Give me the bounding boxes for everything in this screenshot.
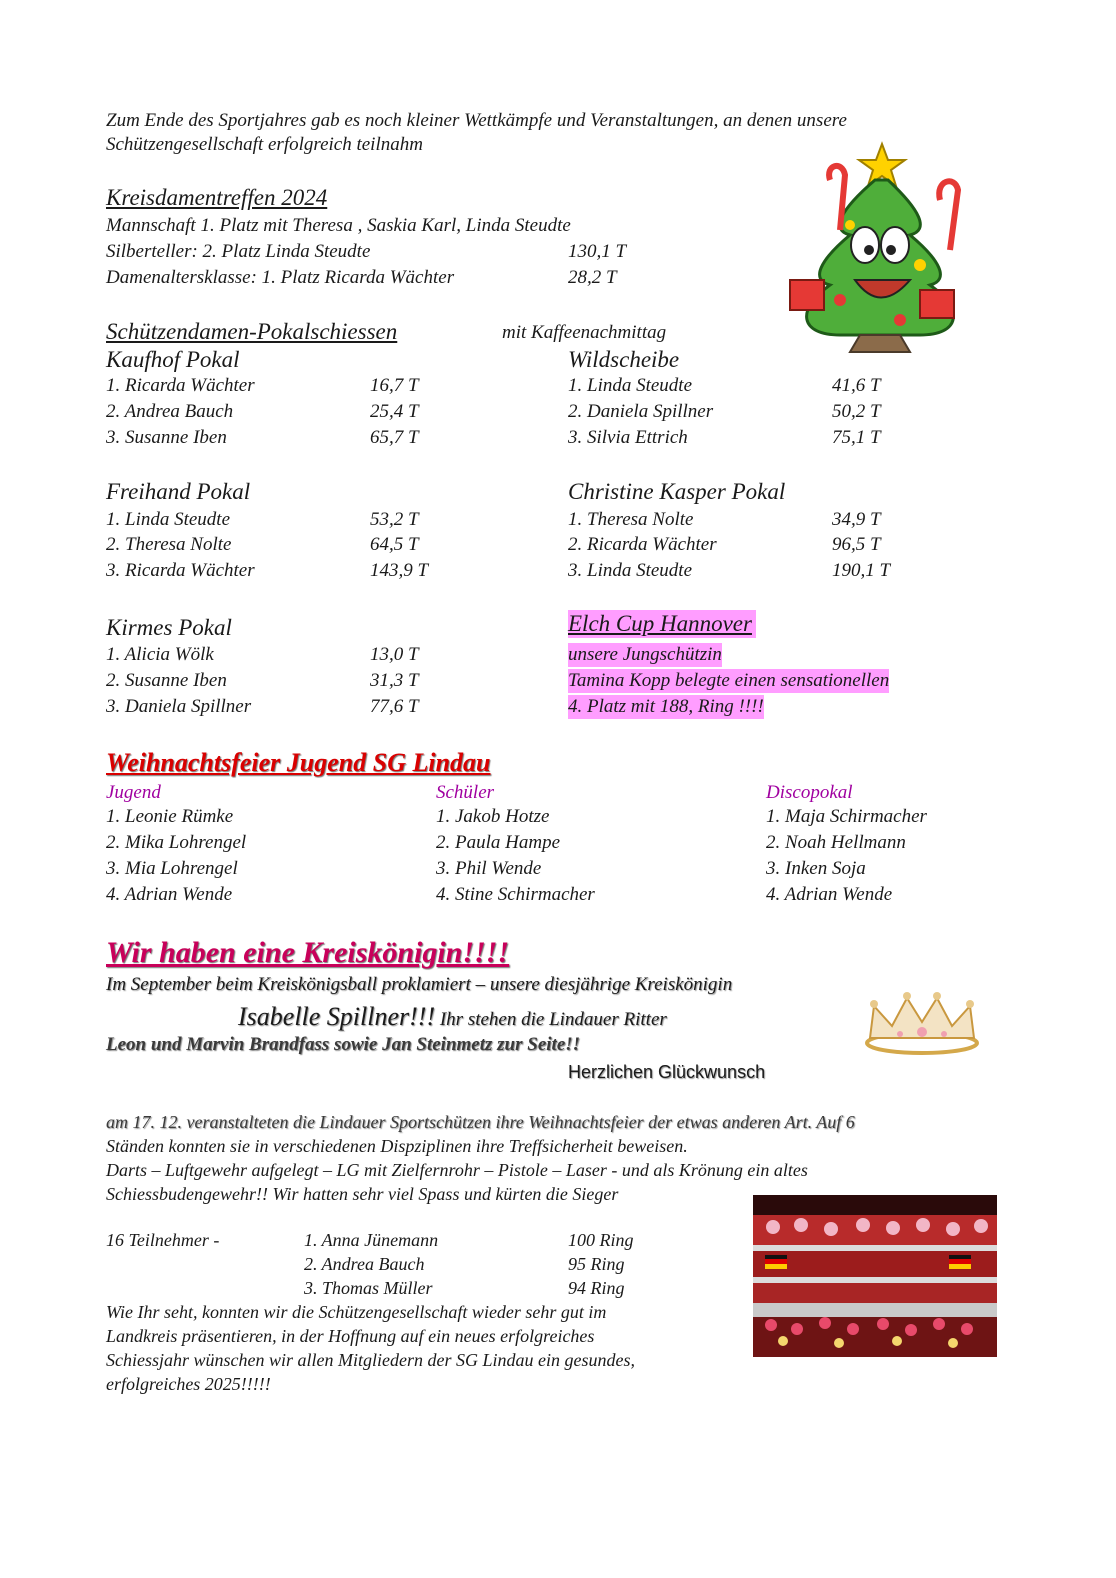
jugend-col3-item-4: 4. Adrian Wende <box>766 884 893 905</box>
kreisdamen-line-3-value: 28,2 T <box>568 267 617 288</box>
kasper-name-1: 1. Theresa Nolte <box>568 509 694 530</box>
elch-line-3: 4. Platz mit 188, Ring !!!! <box>568 696 764 717</box>
closing-line-1: Wie Ihr seht, konnten wir die Schützengesellschaft wieder sehr gut im <box>106 1302 607 1322</box>
kirmes-value-1: 13,0 T <box>370 644 419 665</box>
jugend-title: Weihnachtsfeier Jugend SG Lindau <box>106 748 491 777</box>
koenigin-line-1: Im September beim Kreiskönigsball proklamiert – unsere diesjährige Kreiskönigin <box>106 974 733 995</box>
kreisdamen-line-1: Mannschaft 1. Platz mit Theresa , Saskia Karl, Linda Steudte <box>106 215 571 236</box>
kirmes-name-2: 2. Susanne Iben <box>106 670 227 691</box>
wild-value-1: 41,6 T <box>832 375 881 396</box>
kaufhof-value-1: 16,7 T <box>370 375 419 396</box>
koenigin-name: Isabelle Spillner!!! <box>238 1002 436 1031</box>
closing-line-3: Schiessjahr wünschen wir allen Mitgliedern der SG Lindau ein gesundes, <box>106 1350 635 1370</box>
koenigin-congrats: Herzlichen Glückwunsch <box>568 1062 766 1082</box>
wild-name-3: 3. Silvia Ettrich <box>568 427 688 448</box>
intro-line-1: Zum Ende des Sportjahres gab es noch kleiner Wettkämpfe und Veranstaltungen, an denen unsere <box>106 110 847 131</box>
kasper-name-2: 2. Ricarda Wächter <box>568 534 717 555</box>
freihand-name-3: 3. Ricarda Wächter <box>106 560 255 581</box>
jugend-col2-item-2: 2. Paula Hampe <box>436 832 561 853</box>
koenigin-line-3: Leon und Marvin Brandfass sowie Jan Steinmetz zur Seite!! <box>106 1034 581 1055</box>
wild-value-2: 50,2 T <box>832 401 881 422</box>
kaufhof-title: Kaufhof Pokal <box>106 347 240 372</box>
feier-name-3: 3. Thomas Müller <box>304 1278 433 1298</box>
jugend-col3-item-3: 3. Inken Soja <box>766 858 866 879</box>
freihand-name-2: 2. Theresa Nolte <box>106 534 232 555</box>
kreisdamen-line-2: Silberteller: 2. Platz Linda Steudte <box>106 241 371 262</box>
kaufhof-name-2: 2. Andrea Bauch <box>106 401 234 422</box>
wild-name-2: 2. Daniela Spillner <box>568 401 714 422</box>
kasper-value-2: 96,5 T <box>832 534 881 555</box>
wild-name-1: 1. Linda Steudte <box>568 375 693 396</box>
feier-score-2: 95 Ring <box>568 1254 625 1274</box>
koenigin-line-2 <box>238 1002 667 1032</box>
kreisdamen-title: Kreisdamentreffen 2024 <box>106 185 328 210</box>
wild-title: Wildscheibe <box>568 347 680 372</box>
feier-score-1: 100 Ring <box>568 1230 634 1250</box>
closing-line-2: Landkreis präsentieren, in der Hoffnung auf ein neues erfolgreiches <box>106 1326 595 1346</box>
kaufhof-value-3: 65,7 T <box>370 427 419 448</box>
jugend-col1-item-4: 4. Adrian Wende <box>106 884 233 905</box>
jugend-col1-item-2: 2. Mika Lohrengel <box>106 832 247 853</box>
wild-value-3: 75,1 T <box>832 427 881 448</box>
kasper-title: Christine Kasper Pokal <box>568 479 786 504</box>
kirmes-name-1: 1. Alicia Wölk <box>106 644 214 665</box>
feier-para-line-2: Ständen konnten sie in verschiedenen Dispziplinen ihre Treffsicherheit beweisen. <box>106 1136 688 1156</box>
kaufhof-name-3: 3. Susanne Iben <box>106 427 227 448</box>
feier-teilnehmer: 16 Teilnehmer - <box>106 1230 220 1250</box>
kasper-name-3: 3. Linda Steudte <box>568 560 693 581</box>
kreisdamen-line-2-value: 130,1 T <box>568 241 627 262</box>
jugend-col3-item-2: 2. Noah Hellmann <box>766 832 906 853</box>
jugend-col2-head: Schüler <box>436 782 495 803</box>
feier-para-line-4: Schiessbudengewehr!! Wir hatten sehr viel Spass und kürten die Sieger <box>106 1184 619 1204</box>
jugend-col1-item-3: 3. Mia Lohrengel <box>106 858 238 879</box>
feier-score-3: 94 Ring <box>568 1278 625 1298</box>
shooting-gallery-photo <box>753 1195 997 1357</box>
jugend-col3-head: Discopokal <box>766 782 853 803</box>
jugend-col1-item-1: 1. Leonie Rümke <box>106 806 234 827</box>
crown-image <box>862 988 982 1058</box>
pokal-subtitle: mit Kaffeenachmittag <box>502 322 667 343</box>
intro-line-2: Schützengesellschaft erfolgreich teilnahm <box>106 134 423 155</box>
jugend-col2-item-1: 1. Jakob Hotze <box>436 806 550 827</box>
feier-name-1: 1. Anna Jünemann <box>304 1230 439 1250</box>
feier-name-2: 2. Andrea Bauch <box>304 1254 425 1274</box>
kreisdamen-line-3: Damenaltersklasse: 1. Platz Ricarda Wächter <box>106 267 455 288</box>
elch-line-1: unsere Jungschützin <box>568 644 722 665</box>
closing-line-4: erfolgreiches 2025!!!!! <box>106 1374 271 1394</box>
feier-para-line-1: am 17. 12. veranstalteten die Lindauer Sportschützen ihre Weihnachtsfeier der etwas anderen Art. Auf 6 <box>106 1112 855 1132</box>
freihand-value-1: 53,2 T <box>370 509 419 530</box>
kaufhof-name-1: 1. Ricarda Wächter <box>106 375 255 396</box>
freihand-value-2: 64,5 T <box>370 534 419 555</box>
freihand-title: Freihand Pokal <box>106 479 251 504</box>
freihand-name-1: 1. Linda Steudte <box>106 509 231 530</box>
kasper-value-3: 190,1 T <box>832 560 891 581</box>
elch-line-2: Tamina Kopp belegte einen sensationellen <box>568 670 890 691</box>
jugend-col2-item-4: 4. Stine Schirmacher <box>436 884 595 905</box>
kirmes-value-2: 31,3 T <box>370 670 419 691</box>
koenigin-line-2-rest: Ihr stehen die Lindauer Ritter <box>439 1009 667 1030</box>
pokal-title: Schützendamen-Pokalschiessen <box>106 319 398 344</box>
jugend-col1-head: Jugend <box>106 782 161 803</box>
freihand-value-3: 143,9 T <box>370 560 429 581</box>
kirmes-value-3: 77,6 T <box>370 696 419 717</box>
elch-title: Elch Cup Hannover <box>568 610 756 638</box>
kasper-value-1: 34,9 T <box>832 509 881 530</box>
jugend-col3-item-1: 1. Maja Schirmacher <box>766 806 927 827</box>
jugend-col2-item-3: 3. Phil Wende <box>436 858 542 879</box>
koenigin-title: Wir haben eine Kreiskönigin!!!! <box>106 936 510 969</box>
kaufhof-value-2: 25,4 T <box>370 401 419 422</box>
kirmes-title: Kirmes Pokal <box>106 615 232 640</box>
christmas-tree-image <box>770 140 980 360</box>
kirmes-name-3: 3. Daniela Spillner <box>106 696 252 717</box>
feier-para-line-3: Darts – Luftgewehr aufgelegt – LG mit Zielfernrohr – Pistole – Laser - und als Krönung ein altes <box>106 1160 808 1180</box>
